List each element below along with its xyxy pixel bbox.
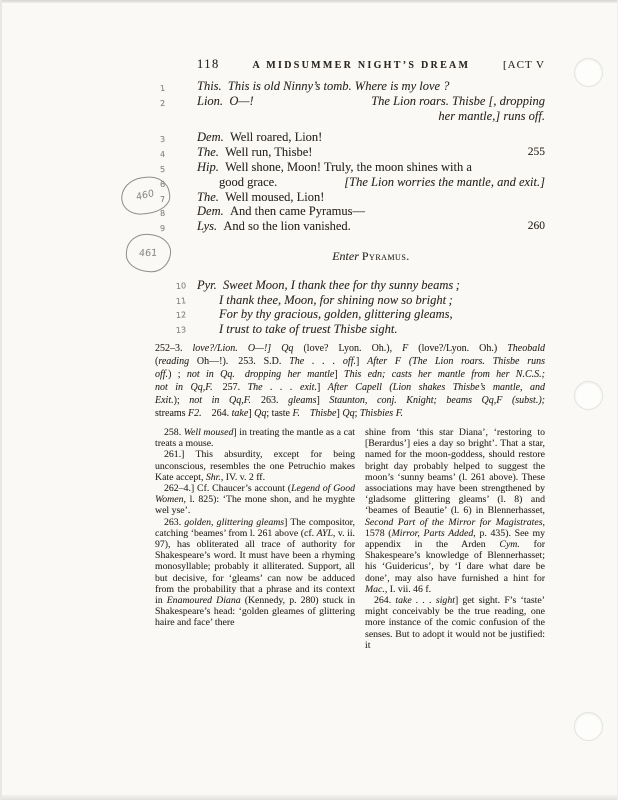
play-line-text: [332, 249, 410, 263]
handwritten-line-number: 2: [159, 98, 166, 108]
running-title: A MIDSUMMER NIGHT’S DREAM: [252, 60, 471, 71]
text-segment: );: [173, 395, 190, 406]
text-segment: , I. vii. 46 f.: [384, 583, 432, 595]
play-line-body: [197, 80, 545, 95]
play-line-body: [197, 176, 545, 191]
text-segment: Lys.: [197, 219, 218, 234]
text-segment: F2.: [188, 408, 202, 419]
text-segment: Well shone, Moon! Truly, the moon shines with a: [218, 159, 472, 174]
text-segment: ] The compositor, catching ‘beames’ from l. 261 above (cf.: [155, 516, 356, 539]
text-segment: For by thy gracious, golden, glittering gleams,: [219, 307, 453, 322]
play-line-text: [197, 279, 460, 294]
page-number: 118: [197, 57, 220, 71]
text-segment: Mac.: [365, 583, 385, 595]
entrance-direction: [155, 250, 545, 263]
play-line-body: [197, 146, 545, 161]
handwritten-line-number: 7: [159, 194, 166, 204]
play-line-text: [197, 131, 322, 146]
text-segment: After Capell (Lion shakes Thisbe’s mantle, and: [327, 382, 546, 393]
text-segment: This is old Ninny’s tomb. Where is my love ?: [221, 79, 450, 93]
play-line-body: [197, 308, 545, 323]
text-segment: Qq: [254, 408, 267, 419]
text-segment: golden, glittering gleams: [184, 516, 285, 528]
handwritten-line-number: 3: [159, 135, 166, 145]
play-line-text: [197, 161, 472, 176]
text-segment: , l. 825): ‘The mone shon, and he myghte wel yse’.: [155, 494, 355, 517]
text-segment: her mantle,] runs off.: [438, 108, 545, 123]
text-segment: ]: [355, 356, 368, 367]
play-line: [155, 161, 545, 176]
handwritten-line-number: 11: [175, 295, 187, 306]
text-segment: off.: [155, 369, 169, 380]
text-segment: for Shakespeare’s knowledge of Blennerhasset; his ‘Guidericus’, by ‘I dare what dare be done’, may also have furnished a hint for: [365, 539, 545, 584]
stage-direction: [438, 110, 545, 123]
collation-note-line: [155, 394, 545, 407]
text-segment: not in Qq.: [186, 369, 235, 380]
commentary-paragraph: [155, 449, 355, 483]
collation-note-line: [155, 342, 545, 355]
circled-annotation-text: 460: [135, 187, 156, 204]
text-segment: Enamoured Diana: [166, 595, 241, 607]
text-segment: 261.] This absurdity, except for being unconscious, resembles the one Petruchio makes Kate accept,: [155, 449, 355, 483]
handwritten-line-number: 4: [159, 149, 166, 160]
text-segment: 257.: [212, 382, 248, 393]
commentary-paragraph: [155, 427, 355, 449]
play-line-body: [197, 110, 545, 123]
page-header: [197, 57, 545, 72]
collation-notes-section: [155, 342, 545, 420]
text-segment: ] get sight. F’s ‘taste’ might conceivably be the true reading, one more instance of the comic confusion of the senses. But to adopt it would not be justified: it: [365, 595, 545, 651]
play-line-text: [197, 205, 365, 220]
text-segment: (: [155, 356, 159, 367]
text-segment: , IV. v. 2 ff.: [220, 471, 266, 483]
commentary-right-column: [365, 427, 545, 651]
text-segment: streams: [155, 408, 189, 419]
commentary-paragraph: [155, 483, 355, 517]
play-line-body: [197, 161, 545, 176]
collation-note-line: [155, 381, 545, 394]
text-segment: dropping her mantle: [244, 369, 335, 380]
play-line: [155, 220, 545, 235]
text-segment: [300, 408, 310, 419]
text-segment: ;: [354, 408, 360, 419]
text-segment: I trust to take of truest Thisbe sight.: [219, 322, 398, 337]
text-segment: reading: [158, 356, 190, 367]
text-segment: Oh—!). 253. S.D.: [189, 356, 290, 367]
text-segment: 255: [527, 146, 545, 159]
text-segment: And then came Pyramus—: [223, 204, 366, 219]
text-segment: ]: [248, 408, 255, 419]
play-line-body: [197, 323, 545, 338]
text-segment: Dem.: [197, 204, 224, 219]
punch-hole-bottom: [574, 712, 603, 741]
text-segment: Sweet Moon, I thank thee for thy sunny beams ;: [216, 277, 460, 292]
verse-line-number: [528, 146, 545, 161]
handwritten-line-number: 10: [175, 281, 187, 291]
text-segment: The.: [197, 145, 219, 160]
text-segment: take: [231, 408, 249, 419]
text-segment: Cym.: [499, 539, 520, 551]
play-line-text: [219, 176, 277, 191]
play-line-body: [197, 250, 545, 263]
text-segment: not in Qq,F.: [189, 395, 252, 406]
text-segment: 263.: [251, 395, 289, 406]
play-line: [155, 308, 545, 323]
handwritten-line-number: 12: [175, 310, 187, 321]
text-segment: Staunton, conj. Knight; beams Qq,F (subst.);: [329, 395, 545, 406]
text-segment: Qq: [281, 343, 294, 354]
handwritten-line-number: 8: [159, 209, 166, 219]
text-segment: Well run, Thisbe!: [218, 145, 313, 160]
text-segment: The Lion roars. Thisbe [, dropping: [371, 93, 545, 108]
play-line-text: [197, 80, 449, 95]
play-line-text: [219, 308, 453, 323]
text-segment: , v. ii. 97), has obliterated all trace of authority for Shakespeare’s word. It must have been a rhyming monosyllable; probably it alliterated. Support, all but decisive, for ‘gleams’ can now be adduced from the probability that a phrase and its context in: [155, 527, 355, 607]
text-segment: 263.: [164, 516, 185, 528]
stage-direction: [344, 176, 545, 191]
text-segment: 258.: [164, 427, 184, 438]
text-segment: Lion.: [197, 93, 224, 108]
text-segment: Dem.: [197, 130, 224, 145]
play-line: [155, 110, 545, 123]
commentary-left-column: [155, 427, 355, 651]
text-segment: not in Qq,F.: [155, 382, 213, 393]
text-segment: This.: [197, 79, 222, 93]
commentary-paragraph: [155, 517, 355, 629]
play-line-body: [197, 279, 545, 294]
play-line: [155, 279, 545, 294]
text-segment: ]: [316, 395, 330, 406]
text-segment: Legend of Good Women: [155, 483, 355, 506]
text-segment: The . . . exit.: [247, 382, 317, 393]
text-segment: Hip.: [197, 159, 219, 174]
text-segment: Well moused: [183, 427, 234, 438]
text-segment: Shr.: [205, 471, 221, 483]
text-segment: (love? Lyon. Oh.),: [293, 343, 403, 354]
text-segment: O—!: [223, 93, 254, 108]
text-segment: [235, 369, 245, 380]
handwritten-line-number: 13: [175, 325, 187, 336]
text-segment: love?/Lion. O—!]: [192, 343, 282, 354]
handwritten-line-number: 1: [159, 83, 166, 94]
play-line: [155, 80, 545, 95]
text-segment: , p. 435). See my appendix in the Arden: [365, 527, 545, 551]
text-segment: ]: [334, 369, 345, 380]
scan-edge-left: [0, 0, 2, 800]
text-segment: (love?/Lyon. Oh.): [408, 343, 508, 354]
play-line: [155, 323, 545, 338]
text-segment: Mirror, Parts Added: [391, 527, 474, 539]
verse-line-number: [528, 220, 545, 235]
handwritten-line-number: 9: [159, 223, 166, 234]
play-line-body: [197, 191, 545, 206]
play-line-text: [219, 294, 453, 309]
text-segment: ) ;: [168, 369, 187, 380]
text-segment: 252–3.: [155, 343, 193, 354]
text-segment: ] in treating the mantle as a cat treats a mouse.: [155, 427, 356, 450]
scan-edge-top: [0, 0, 618, 3]
handwritten-line-number: [155, 249, 198, 265]
text-segment: , 1578 (: [365, 516, 545, 539]
play-line-text: [197, 95, 254, 110]
act-label: [ACT V: [503, 59, 545, 71]
text-segment: [The Lion worries the mantle, and exit.]: [344, 174, 545, 189]
stage-direction: [371, 95, 545, 110]
text-segment: I thank thee, Moon, for shining now so bright ;: [219, 292, 453, 307]
text-segment: 262–4.] Cf. Chaucer’s account (: [164, 483, 292, 495]
text-segment: Exit.: [155, 395, 174, 406]
commentary-paragraph: [365, 427, 545, 595]
collation-note-line: [155, 407, 545, 420]
play-line-text: [219, 323, 397, 338]
text-segment: shine from ‘this star Diana’, ‘restoring to [Berardus’] eies a day so bright’. That a star, named for the moon-goddess, should restore bright day probably helped to suggest the moon’s ‘sunny beams’ (l. 261 above). These associations may have been strengthened by ‘gladsome glittering gleams’ (l. 8) and ‘beames of Beautie’ (l. 6) in Blennerhasset,: [365, 427, 545, 517]
text-segment: The.: [197, 189, 219, 204]
play-line-body: [197, 95, 545, 110]
play-line: [155, 205, 545, 220]
circled-annotation-text: 461: [139, 247, 158, 259]
handwritten-line-number: [155, 108, 198, 124]
commentary-paragraph: [365, 595, 545, 651]
play-line-text: [197, 146, 312, 161]
commentary-section: [155, 427, 545, 651]
text-segment: Thisbe: [309, 408, 337, 419]
text-segment: Enter: [332, 248, 362, 263]
text-segment: Pyr.: [197, 277, 217, 292]
play-line-body: [197, 220, 545, 235]
text-segment: ]: [336, 408, 343, 419]
play-line: [155, 131, 545, 146]
punch-hole-top: [574, 58, 603, 87]
text-segment: gleams: [288, 395, 317, 406]
play-line-text: [197, 220, 351, 235]
punch-hole-middle: [574, 381, 603, 410]
text-segment: And so the lion vanished.: [217, 219, 351, 234]
text-segment: take . . . sight: [395, 595, 455, 607]
collation-note-line: [155, 355, 545, 368]
text-segment: F.: [292, 408, 300, 419]
text-segment: Pyramus.: [361, 248, 410, 263]
text-segment: The . . . off.: [289, 356, 356, 367]
play-line: [155, 95, 545, 110]
text-segment: Second Part of the Mirror for Magistrates: [365, 516, 543, 528]
text-segment: 264.: [374, 595, 396, 607]
text-segment: ; taste: [266, 408, 293, 419]
text-segment: (Kennedy, p. 280) stuck in Shakespeare’s head: ‘golden gleames of glittering haire and face’ there: [155, 595, 356, 629]
play-line-text: [197, 191, 324, 206]
play-line-body: [197, 205, 545, 220]
text-segment: Theobald: [507, 343, 546, 354]
play-line: [155, 294, 545, 309]
text-segment: This edn; casts her mantle from her N.C.S.;: [344, 369, 545, 380]
play-line: [155, 176, 545, 191]
text-segment: F: [402, 343, 409, 354]
play-text-section: [155, 80, 545, 338]
handwritten-line-number: 6: [159, 179, 166, 189]
collation-note-line: [155, 368, 545, 381]
text-segment: ]: [316, 382, 328, 393]
play-line-body: [197, 131, 545, 146]
handwritten-line-number: 5: [159, 164, 166, 175]
scan-edge-bottom: [0, 795, 618, 800]
text-segment: Qq: [342, 408, 355, 419]
text-segment: AYL: [316, 527, 333, 539]
play-line: [155, 191, 545, 206]
text-segment: 264.: [201, 408, 232, 419]
text-segment: Well moused, Lion!: [218, 189, 325, 204]
text-segment: After F (The Lion roars. Thisbe runs: [367, 356, 545, 367]
play-line: [155, 146, 545, 161]
text-segment: Well roared, Lion!: [223, 130, 323, 145]
play-line-body: [197, 294, 545, 309]
text-segment: 260: [527, 220, 545, 233]
text-segment: good grace.: [219, 174, 278, 189]
text-segment: Thisbies F.: [359, 408, 404, 419]
